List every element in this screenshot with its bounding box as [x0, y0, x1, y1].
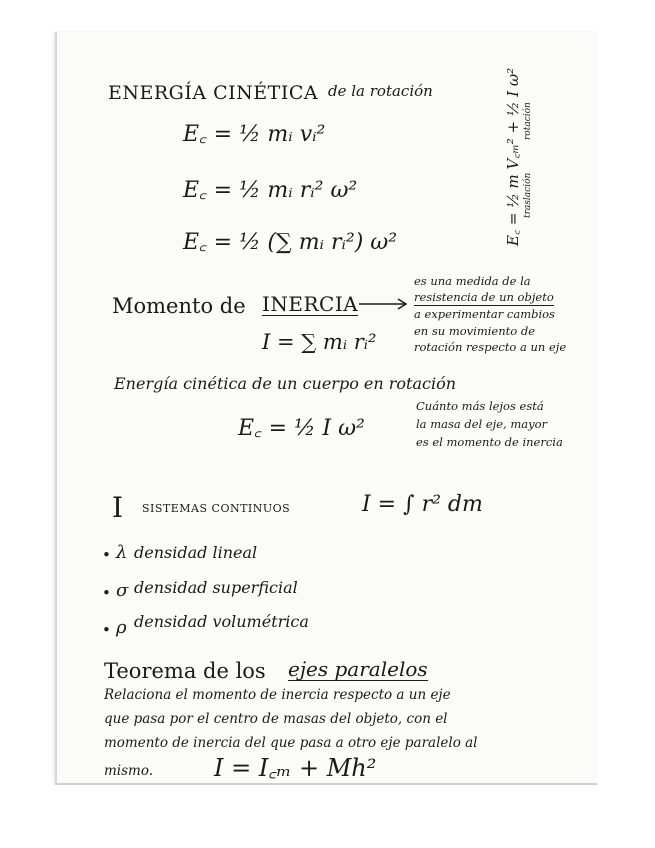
side-label-traslacion: traslación: [523, 172, 533, 218]
note-line: Cuánto más lejos está: [416, 399, 544, 413]
definition-line: a experimentar cambios: [414, 307, 555, 321]
page-edge-left: [55, 32, 57, 784]
note-line: es el momento de inercia: [416, 435, 563, 449]
density-symbol: ρ: [116, 617, 127, 638]
bullet-icon: •: [102, 584, 111, 602]
theorem-line: momento de inercia del que pasa a otro eje paralelo al: [104, 735, 478, 751]
formula-ec-radius: E꜀ = ½ mᵢ rᵢ² ω²: [183, 178, 358, 203]
density-text: densidad lineal: [134, 543, 258, 562]
theorem-formula: I = I꜀ₘ + Mh²: [214, 754, 377, 782]
definition-line: en su movimiento de: [414, 324, 535, 338]
density-text: densidad superficial: [134, 578, 298, 597]
theorem-line: que pasa por el centro de masas del objeto, con el: [104, 711, 448, 727]
formula-ec-velocity: E꜀ = ½ mᵢ vᵢ²: [183, 122, 326, 147]
definition-line: rotación respecto a un eje: [414, 340, 567, 354]
energy-body-heading: Energía cinética de un cuerpo en rotación: [114, 374, 457, 393]
side-formula-total-energy: E꜀ = ½ m V꜀ₘ² + ½ I ω²: [504, 67, 522, 246]
page-edge-bottom: [55, 783, 597, 785]
theorem-heading: Teorema de los: [104, 659, 266, 683]
note-line: la masa del eje, mayor: [416, 417, 548, 431]
bullet-icon: •: [102, 621, 111, 639]
title-main: ENERGÍA CINÉTICA: [108, 82, 319, 104]
theorem-line: mismo.: [104, 763, 154, 779]
inertia-formula: I = ∑ mᵢ rᵢ²: [262, 330, 377, 354]
density-symbol: σ: [116, 580, 129, 601]
continuous-formula: I = ∫ r² dm: [362, 492, 483, 517]
continuous-letter: I: [112, 491, 124, 524]
side-label-rotacion: rotación: [523, 102, 533, 140]
title-rest: de la rotación: [328, 82, 433, 100]
density-symbol: λ: [116, 542, 128, 563]
inertia-heading: Momento de: [112, 294, 246, 318]
inertia-heading-word: INERCIA: [262, 292, 359, 316]
definition-line: resistencia de un objeto: [414, 290, 554, 304]
definition-line: es una medida de la: [414, 274, 531, 288]
energy-body-formula: E꜀ = ½ I ω²: [238, 416, 365, 441]
formula-ec-sum: E꜀ = ½ (∑ mᵢ rᵢ²) ω²: [183, 230, 398, 255]
continuous-label: SISTEMAS CONTINUOS: [142, 502, 291, 515]
bullet-icon: •: [102, 546, 111, 564]
theorem-heading-words: ejes paralelos: [288, 657, 428, 681]
theorem-line: Relaciona el momento de inercia respecto a un eje: [104, 687, 451, 703]
density-text: densidad volumétrica: [134, 612, 309, 631]
arrow-right-icon: [358, 296, 410, 312]
